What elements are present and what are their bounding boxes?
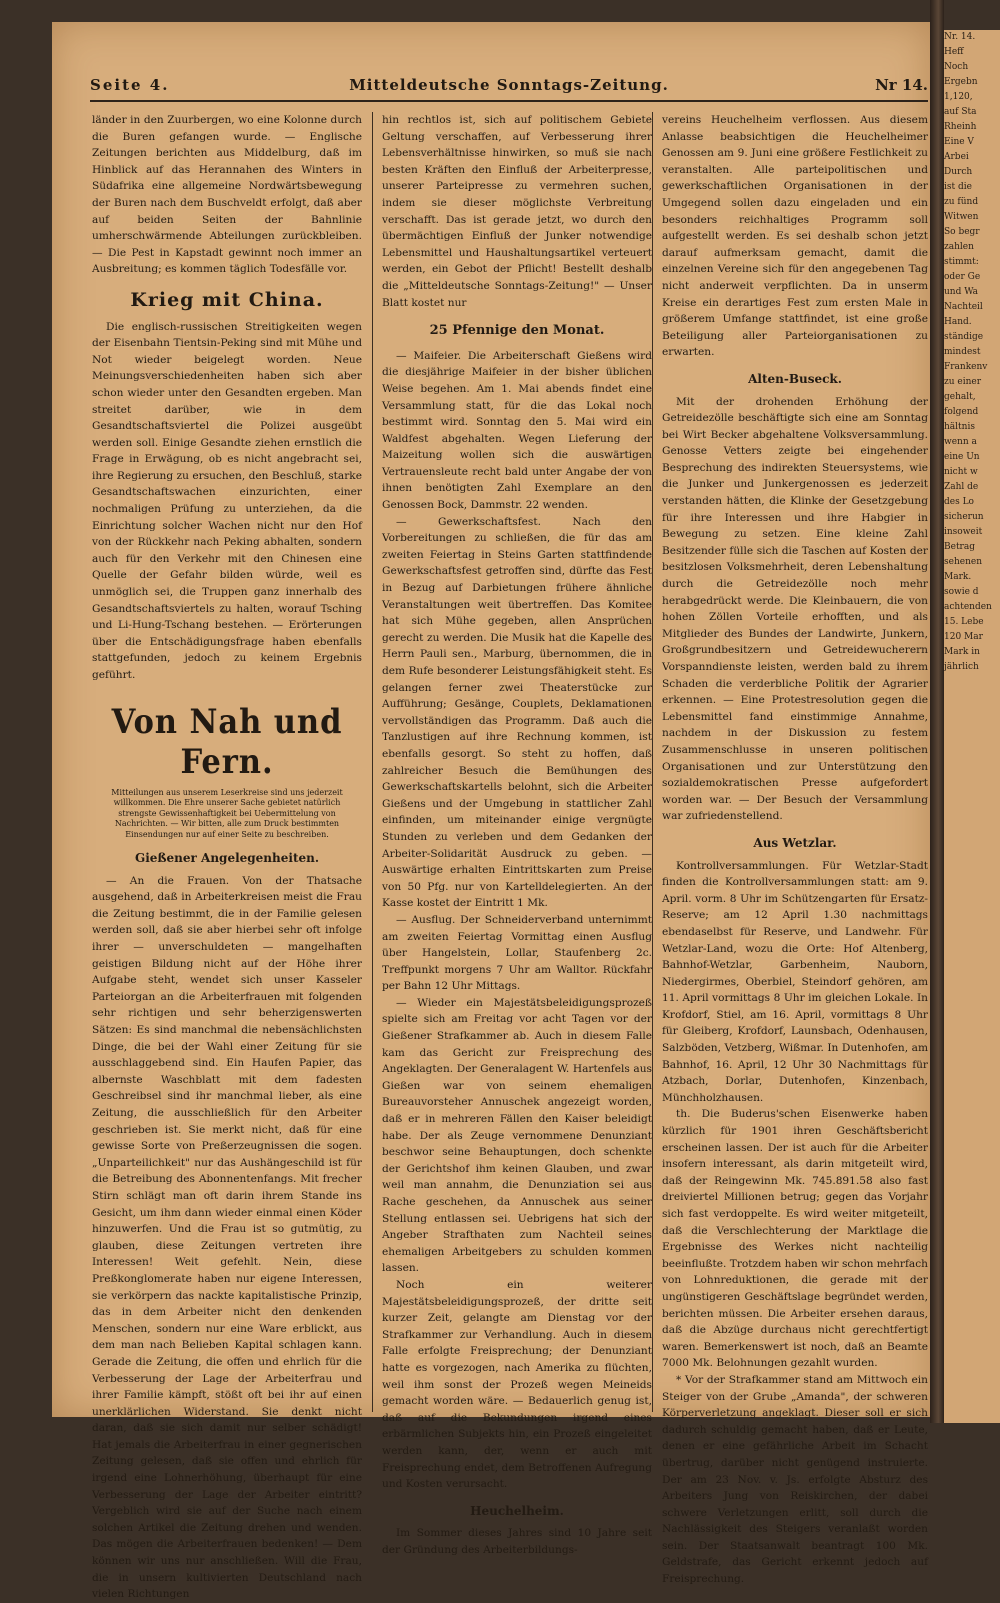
next-page-line: sowie d <box>944 587 979 597</box>
next-page-line: Hand. <box>944 317 972 327</box>
column-3 <box>662 112 928 1586</box>
article-paragraph: vereins Heuchelheim verflossen. Aus diesem Anlasse beabsichtigen die Heuchelheimer Genossen am 9. Juni eine größere Festlichkeit zu veranstalten. Alle parteipolitischen und gewerkschaftlichen Organisationen in der Umgegend sollen dazu eingeladen und ein besonders reichhaltiges Programm soll aufgestellt werden. Es sei deshalb schon jetzt darauf aufmerksam gemacht, damit die einzelnen Vereine sich für den angegebenen Tag nicht anderweit verpflichten. Da in unserm Kreise ein derartiges Fest zum ersten Male in größerem Umfange stattfindet, ist eine große Beteiligung aller Parteiorganisationen zu erwarten. <box>662 114 928 359</box>
binding-gutter <box>930 0 944 1423</box>
next-page-line: stimmt: <box>944 257 979 267</box>
next-page-line: eine Un <box>944 452 980 462</box>
next-page-line: Heff <box>944 47 964 57</box>
next-page-line: hältnis <box>944 422 975 432</box>
next-page-line: sicherun <box>944 512 984 522</box>
newspaper-title: Mitteldeutsche Sonntags-Zeitung. <box>349 76 669 94</box>
page-number: Seite 4. <box>90 76 170 94</box>
next-page-line: gehalt, <box>944 392 976 402</box>
article-paragraph: hin rechtlos ist, sich auf politischem Gebiete Geltung verschaffen, auf Verbesserung ihrer Lebensverhältnisse hinwirken, so muß sie nach besten Kräften den Einfluß der Arbeiterpresse, unserer Parteipresse zu vermehren suchen, indem sie dieser möglichste Verbreitung verschafft. Das ist gerade jetzt, wo durch den übermächtigen Einfluß der Junker notwendige Lebensmittel und Haushaltungsartikel verteuert werden, ein Gebot der Pflicht! Bestellt deshalb die „Mitteldeutsche Sonntags-Zeitung!" — Unser Blatt kostet nur <box>382 114 652 309</box>
next-page-line: achtenden <box>944 602 992 612</box>
next-page-line: Nachteil <box>944 302 983 312</box>
column-divider <box>372 112 373 1412</box>
next-page-line: ist die <box>944 182 972 192</box>
next-page-line: des Lo <box>944 497 974 507</box>
subsection-heading-wetzlar: Aus Wetzlar. <box>753 835 837 850</box>
next-page-line: insoweit <box>944 527 983 537</box>
next-page-line: nicht w <box>944 467 978 477</box>
article-paragraph: Mit der drohenden Erhöhung der Getreidezölle beschäftigte sich eine am Sonntag bei Wirt Becker abgehaltene Volksversammlung. Genosse Vetters zeigte bei eingehender Besprechung des indirekten Steuersystems, wie die Junker und Junkergenossen es jederzeit verstanden hätten, die Klinke der Gesetzgebung für ihre Interessen und ihre Habgier in Bewegung zu setzen. Eine kleine Zahl Besitzender fülle sich die Taschen auf Kosten der besitzlosen Volksmehrheit, deren Lebenshaltung durch die Getreidezölle noch mehr herabgedrückt werde. Die Kleinbauern, die von hohen Zöllen Vorteile erhofften, und als Mitglieder des Bundes der Landwirte, Junkern, Großgrundbesitzern und Getreidewucherern Vorspanndienste leisten, werden bald zu ihrem Schaden die verderbliche Politik der Agrarier erkennen. — Eine Protestresolution gegen die Lebensmittel fand einstimmige Annahme, nachdem in der Diskussion zu festem Zusammenschlusse in unseren politischen Organisationen und zur Unterstützung den sozialdemokratischen Presse aufgefordert worden war. — Der Besuch der Versammlung war zufriedenstellend. <box>662 395 928 823</box>
next-page-line: wenn a <box>944 437 977 447</box>
subsection-heading-giessen: Gießener Angelegenheiten. <box>134 851 320 866</box>
article-paragraph: — Wieder ein Majestätsbeleidigungsprozeß spielte sich am Freitag vor acht Tagen vor der Gießener Strafkammer ab. Auch in diesem Falle kam das Gericht zur Freisprechung des Angeklagten. Der Generalagent W. Hartenfels aus Gießen war von seinem ehemaligen Bureauvorsteher Annuschek angezeigt worden, daß er in mehreren Fällen den Kaiser beleidigt habe. Der als Zeuge vernommene Denunziant beschwor seine Behauptungen, doch schenkte der Gerichtshof ihm keinen Glauben, und zwar weil man annahm, die Denunziation sei aus Rache geschehen, da Annuschek aus seiner Stellung entlassen sei. Uebrigens hat sich der Angeber Strafthaten zum Nachteil seines ehemaligen Arbeitgebers zu schulden kommen lassen. <box>382 996 652 1275</box>
next-page-line: und Wa <box>944 287 979 297</box>
column-2 <box>382 112 652 1556</box>
subsection-heading-alten-buseck: Alten-Buseck. <box>748 371 842 386</box>
section-heading-von-nah-und-fern: Von Nah und Fern. <box>111 701 343 782</box>
newspaper-page <box>52 22 930 1601</box>
article-paragraph: Im Sommer dieses Jahres sind 10 Jahre seit der Gründung des Arbeiterbildungs- <box>382 1527 652 1556</box>
column-1 <box>92 112 362 1601</box>
next-page-line: 15. Lebe <box>944 617 984 627</box>
next-page-line: zahlen <box>944 242 974 252</box>
section-heading-china: Krieg mit China. <box>130 288 324 311</box>
next-page-line: folgend <box>944 407 979 417</box>
next-page-line: auf Sta <box>944 107 977 117</box>
article-paragraph: Die englisch-russischen Streitigkeiten wegen der Eisenbahn Tientsin-Peking sind mit Mühe und Not wieder beigelegt worden. Neue Meinungsverschiedenheiten haben sich aber schon wieder unter den Gesandten ergeben. Man streitet darüber, wie in dem Gesandtschaftsviertel die Polizei ausgeübt werden soll. Einige Gesandte ziehen ernstlich die Frage in Erwägung, ob es nicht angebracht sei, ihre Regierung zu ersuchen, den Beschluß, starke Gesandtschaftswachen einzurichten, einer nochmaligen Prüfung zu unterziehen, da die Einrichtung solcher Wachen nicht nur den Hof von der Rückkehr nach Peking abhalten, sondern auch für den Verkehr mit den Chinesen eine Quelle der Gefahr bilden würde, weil es unmöglich sei, die Truppen ganz innerhalb des Gesandtschaftsviertels zu halten, worauf Tsching und Li-Hung-Tschang bestehen. — Erörterungen über die Entschädigungsfrage haben ebenfalls stattgefunden, jedoch zu keinem Ergebnis geführt. <box>92 320 362 681</box>
next-page-line: Zahl de <box>944 482 979 492</box>
column-divider <box>652 112 653 1412</box>
next-page-line: Mark. <box>944 572 972 582</box>
article-paragraph: länder in den Zuurbergen, wo eine Kolonne durch die Buren gefangen wurde. — Englische Zeitungen berichten aus Middelburg, daß im Hinblick auf das Herannahen des Winters in Südafrika eine allgemeine Nordwärtsbewegung der Buren nach dem Buschveldt erfolgt, daß aber auf beiden Seiten der Bahnlinie umherschwärmende Abteilungen zurückbleiben. — Die Pest in Kapstadt gewinnt noch immer an Ausbreitung; es kommen täglich Todesfälle vor. <box>92 114 362 276</box>
next-page-line: zu einer <box>944 377 982 387</box>
next-page-line: mindest <box>944 347 981 357</box>
next-page-line: ständige <box>944 332 984 342</box>
next-page-line: 120 Mar <box>944 632 983 642</box>
article-paragraph: th. Die Buderus'schen Eisenwerke haben kürzlich für 1901 ihren Geschäftsbericht erscheinen lassen. Der ist auch für die Arbeiter insofern interessant, als darin mitgeteilt wird, daß der Reingewinn Mk. 745.891.58 also fast dreiviertel Millionen betrug; gegen das Vorjahr sich fast verdoppelte. Es wird weiter mitgeteilt, daß die Verschlechterung der Marktlage die Ergebnisse des Werkes nicht nachteilig beeinflußte. Trotzdem haben wir schon mehrfach von Lohnreduktionen, die gerade mit der ungünstigeren Geschäftslage begründet werden, berichten müssen. Die Arbeiter ersehen daraus, daß die Abzüge durchaus nicht gerechtfertigt waren. Bemerkenswert ist noch, daß an Beamte 7000 Mk. Belohnungen gezahlt wurden. <box>662 1108 928 1370</box>
article-paragraph: Kontrollversammlungen. Für Wetzlar-Stadt finden die Kontrollversammlungen statt: am 9. April. vorm. 8 Uhr im Schützengarten für Ersatz-Reserve; am 12 April 1.30 nachmittags ebendaselbst für Reserve, und Landwehr. Für Wetzlar-Land, wozu die Orte: Hof Altenberg, Bahnhof-Wetzlar, Garbenheim, Nauborn, Niedergirmes, Oberbiel, Steindorf gehören, am 11. April vormittags 8 Uhr im gleichen Lokale. In Krofdorf, Stiel, am 16. April, vormittags 8 Uhr für Gleiberg, Krofdorf, Launsbach, Odenhausen, Salzböden, Vetzberg, Wißmar. In Dutenhofen, am Bahnhof, 16. April, 12 Uhr 30 Nachmittags für Atzbach, Dorlar, Dutenhofen, Kinzenbach, Münchholzhausen. <box>662 859 928 1104</box>
subsection-heading-heuchelheim: Heuchelheim. <box>470 1503 564 1518</box>
article-paragraph: — An die Frauen. Von der Thatsache ausgehend, daß in Arbeiterkreisen meist die Frau die Zeitung bestimmt, die in der Familie gelesen werden soll, daß sie aber hierbei sehr oft infolge ihrer — unverschuldeten — mangelhaften geistigen Bildung nicht auf der Höhe ihrer Aufgabe steht, wendet sich unser Kasseler Parteiorgan an die Arbeiterfrauen mit folgenden sehr richtigen und sehr beherzigenswerten Sätzen: Es sind manchmal die nebensächlichsten Dinge, die bei der Wahl einer Zeitung für sie ausschlaggebend sind. Ein Haufen Papier, das albernste Waschblatt mit dem fadesten Geschreibsel sind ihr manchmal lieber, als eine Zeitung, die ausschließlich für den Arbeiter geschrieben ist. Sie merkt nicht, daß für eine gewisse Sorte von Preßerzeugnissen die sogen. „Unparteilichkeit" nur das Aushängeschild ist für die Betreibung des Abonnentenfangs. Mit frecher Stirn schlägt man oft darin ihrem Stande ins Gesicht, um ihm dann wieder einmal einen Köder hinzuwerfen. Und die Frau ist so gutmütig, zu glauben, diese Zeitungen vertreten ihre Interessen! Weit gefehlt. Nein, diese Preßkonglomerate haben nur eigene Interessen, sie verkörpern das nackte kapitalistische Prinzip, das in dem Arbeiter nicht den denkenden Menschen, sondern nur eine Ware erblickt, aus dem man nach Belieben Kapital schlagen kann. Gerade die Zeitung, die offen und ehrlich für die Verbesserung der Lage der Arbeiterfrau und ihrer Familie kämpft, stößt oft bei ihr auf einen unerklärlichen Widerstand. Sie denkt nicht daran, daß sie sich damit nur selber schädigt! Hat jemals die Arbeiterfrau in einer gegnerischen Zeitung gelesen, daß sie offen und ehrlich für irgend eine Lohnerhöhung, überhaupt für eine Verbesserung der Lage der Arbeiter eintritt? Vergeblich wird sie auf der Suche nach einem solchen Artikel die Zeitung drehen und wenden. Das mögen die Arbeiterfrauen bedenken! — Dem können wir uns nur anschließen. Will die Frau, die in unsern kultivierten Deutschland nach vielen Richtungen <box>92 874 362 1601</box>
next-page-line: 1,120, <box>944 92 973 102</box>
next-page-line: Ergebn <box>944 77 978 87</box>
next-page-line: Frankenv <box>944 362 988 372</box>
editorial-notice: Mitteilungen aus unserem Leserkreise sind uns jederzeit willkommen. Die Ehre unserer Sache gebietet natürlich strengste Gewissenhaftigkeit bei Uebermittelung von Nachrichten. — Wir bitten, alle zum Druck bestimmten Einsendungen nur auf einer Seite zu beschreiben. <box>111 787 343 839</box>
next-page-line: zu fünd <box>944 197 979 207</box>
next-page-line: oder Ge <box>944 272 981 282</box>
article-paragraph: — Maifeier. Die Arbeiterschaft Gießens wird die diesjährige Maifeier in der bisher üblichen Weise begehen. Am 1. Mai abends findet eine Versammlung statt, für die das Lokal noch bestimmt wird. Sonntag den 5. Mai wird ein Waldfest abgehalten. Wegen Lieferung der Maizeitung wollen sich die auswärtigen Vertrauensleute recht bald unter Angabe der von ihnen benötigten Zahl Exemplare an den Genossen Bock, Dammstr. 22 wenden. <box>382 349 652 512</box>
next-page-line: Noch <box>944 62 969 72</box>
next-page-line: Betrag <box>944 542 975 552</box>
next-page-line: Arbei <box>944 152 969 162</box>
page-header <box>90 74 928 102</box>
next-page-line: Rheinh <box>944 122 977 132</box>
next-page-line: Eine V <box>944 137 974 147</box>
next-page-line: Witwen <box>944 212 979 222</box>
article-paragraph: — Gewerkschaftsfest. Nach den Vorbereitungen zu schließen, die für das am zweiten Feiertag in Steins Garten stattfindende Gewerkschaftsfest getroffen sind, dürfte das Fest in Bezug auf Darbietungen frühere ähnliche Veranstaltungen weit übertreffen. Das Komitee hat sich Mühe gegeben, allen Ansprüchen gerecht zu werden. Die Musik hat die Kapelle des Herrn Pauli sen., Marburg, übernommen, die in dem Rufe besonderer Leistungsfähigkeit steht. Es gelangen ferner zwei Theaterstücke zur Aufführung; Gesänge, Couplets, Deklamationen vervollständigen das Programm. Daß auch die Tanzlustigen auf ihre Rechnung kommen, ist ebenfalls gesorgt. So steht zu hoffen, daß zahlreicher Besuch die Bemühungen des Gewerkschaftskartells belohnt, sich die Arbeiter Gießens und der Umgebung in stattlicher Zahl einfinden, um miteinander einige vergnügte Stunden zu verleben und dem Gedanken der Arbeiter-Solidarität Ausdruck zu geben. — Auswärtige erhalten Eintrittskarten zum Preise von 50 Pfg. nur von Kartelldelegierten. An der Kasse kostet der Eintritt 1 Mk. <box>382 515 652 910</box>
next-page-line: sehenen <box>944 557 982 567</box>
next-page-line: Mark in <box>944 647 980 657</box>
next-page-line: Durch <box>944 167 973 177</box>
next-page-line: Nr. 14. <box>944 32 976 42</box>
article-paragraph: — Ausflug. Der Schneiderverband unternimmt am zweiten Feiertag Vormittag einen Ausflug über Hangelstein, Lollar, Staufenberg 2c. Treffpunkt morgens 7 Uhr am Walltor. Rückfahr per Bahn 12 Uhr Mittags. <box>382 913 652 993</box>
next-page-edge <box>944 30 1000 1423</box>
issue-number: Nr 14. <box>875 76 928 94</box>
price-heading: 25 Pfennige den Monat. <box>429 323 605 339</box>
article-paragraph: Noch ein weiterer Majestätsbeleidigungsprozeß, der dritte seit kurzer Zeit, gelangte am Dienstag vor der Strafkammer zur Verhandlung. Auch in diesem Falle erfolgte Freisprechung; der Denunziant hatte es vorgezogen, nach Amerika zu flüchten, weil ihm sonst der Prozeß wegen Meineids gemacht worden wäre. — Bedauerlich genug ist, daß auf die Bekundungen irgend eines erbärmlichen Subjekts hin, ein Prozeß eingeleitet werden kann, der, wenn er auch mit Freisprechung endet, dem Betroffenen Aufregung und Kosten verursacht. <box>382 1278 652 1491</box>
next-page-line: jährlich <box>944 662 979 672</box>
article-paragraph: * Vor der Strafkammer stand am Mittwoch ein Steiger von der Grube „Amanda", der schweren Körperverletzung angeklagt. Dieser soll er sich dadurch schuldig gemacht haben, daß er Leute, denen er eine gefährliche Arbeit im Schacht übertrug, darüber nicht genügend instruierte. Der am 23 Nov. v. Js. erfolgte Absturz des Arbeiters Jung von Reiskirchen, der dabei schwere Verletzungen erlitt, soll durch die Nachlässigkeit des Steigers veranlaßt worden sein. Der Staatsanwalt beantragt 100 Mk. Geldstrafe, das Gericht erkennt jedoch auf Freisprechung. <box>662 1373 928 1586</box>
next-page-line: So begr <box>944 227 980 237</box>
